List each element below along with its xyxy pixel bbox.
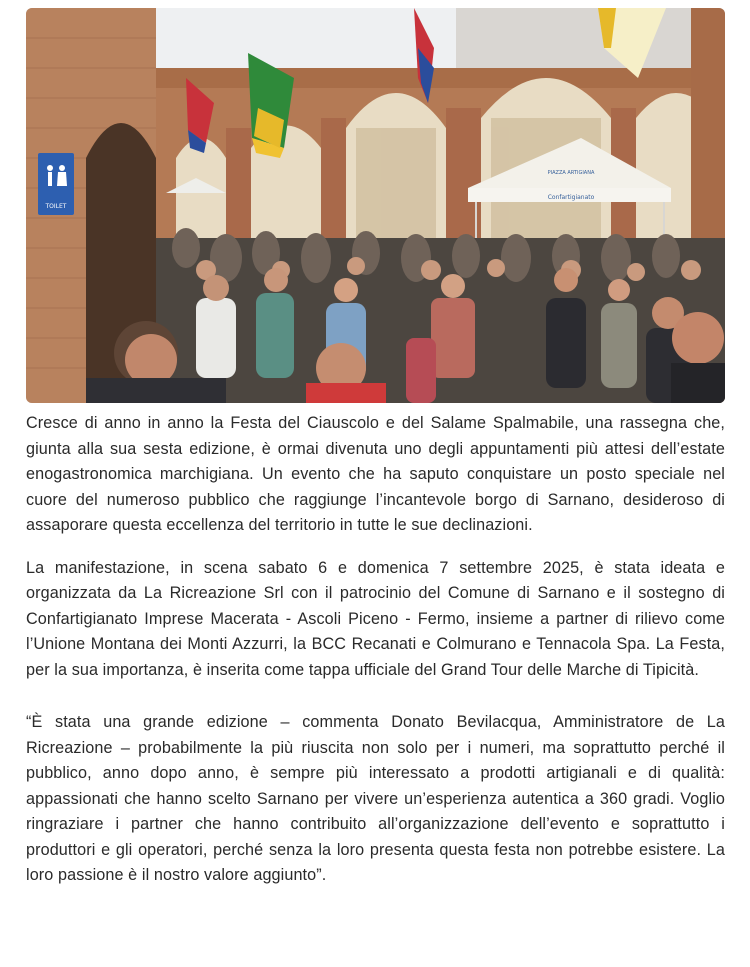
crowd xyxy=(86,228,725,403)
festival-photo-illustration xyxy=(26,8,725,403)
tent-logo-text: PIAZZA ARTIGIANA xyxy=(547,170,595,176)
article-paragraph-1: Cresce di anno in anno la Festa del Ciauscolo e del Salame Spalmabile, una rassegna che, giunta alla sua sesta edizione, è ormai divenuta uno degli appuntamenti più attesi dell’estate enogastronomica marchigiana. Un evento che ha saputo conquistare un posto speciale nel cuore del numeroso pubblico che raggiunge l’incantevole borgo di Sarnano, desideroso di assaporare questa eccellenza del territorio in tutte le sue declinazioni. xyxy=(26,414,725,534)
article-paragraph-3: “È stata una grande edizione – commenta Donato Bevilacqua, Amministratore de La Ricreazione – probabilmente la più riuscita non solo per i numeri, ma soprattutto perché il pubblico, anno dopo anno, è sempre più interessato a prodotti artigianali e di qualità: appassionati che hanno scelto Sarnano per vivere un’esperienza autentica a 360 gradi. Voglio ringraziare i partner che hanno contribuito all’organizzazione dell’evento e soprattutto i produttori e gli operatori, perché senza la loro presenta questa festa non potrebbe esistere. La loro passione è il nostro valore aggiunto”. xyxy=(26,713,725,884)
toilet-sign-label: TOILET xyxy=(45,203,67,210)
festival-photo xyxy=(26,8,725,403)
article-paragraph-2: La manifestazione, in scena sabato 6 e domenica 7 settembre 2025, è stata ideata e organizzata da La Ricreazione Srl con il patrocinio del Comune di Sarnano e il sostegno di Confartigianato Imprese Macerata - Ascoli Piceno - Fermo, insieme a partner di rilievo come l’Unione Montana dei Monti Azzurri, la BCC Recanati e Colmurano e Tennacola Spa. La Festa, per la sua importanza, è inserita come tappa ufficiale del Grand Tour delle Marche di Tipicità. xyxy=(26,558,725,679)
toilet-sign xyxy=(38,153,74,215)
tent-banner-text: Confartigianato xyxy=(547,194,595,201)
article xyxy=(26,8,725,889)
